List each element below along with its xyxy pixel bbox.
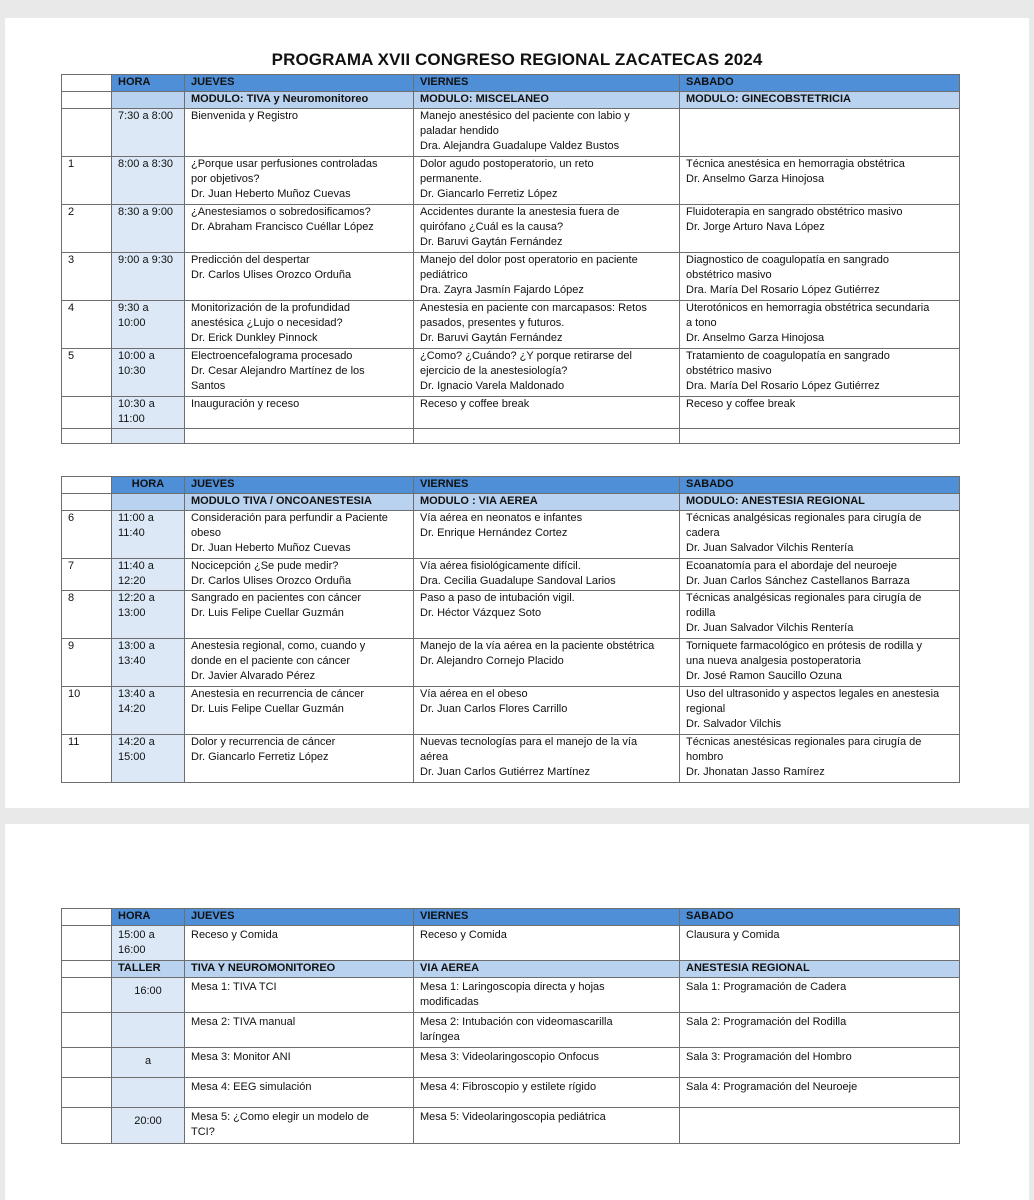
row-sabado: Técnica anestésica en hemorragia obstétrica Dr. Anselmo Garza Hinojosa [680, 157, 960, 205]
header-viernes: VIERNES [414, 477, 680, 494]
row-jueves: Mesa 5: ¿Como elegir un modelo de TCI? [185, 1108, 414, 1144]
row-number [62, 1013, 112, 1048]
row-hora: 20:00 [112, 1108, 185, 1144]
module-row [62, 92, 960, 109]
row-hora: 9:00 a 9:30 [112, 253, 185, 301]
schedule-row [62, 735, 960, 783]
row-jueves: Mesa 1: TIVA TCI [185, 978, 414, 1013]
row-viernes: Mesa 2: Intubación con videomascarilla laríngea [414, 1013, 680, 1048]
row-viernes: Vía aérea en neonatos e infantes Dr. Enrique Hernández Cortez [414, 511, 680, 559]
row-jueves: Mesa 3: Monitor ANI [185, 1048, 414, 1078]
header-row [62, 75, 960, 92]
schedule-row [62, 349, 960, 397]
row-hora: 14:20 a 15:00 [112, 735, 185, 783]
header-jueves: JUEVES [185, 477, 414, 494]
row-hora: 8:30 a 9:00 [112, 205, 185, 253]
header-jueves: JUEVES [185, 909, 414, 926]
row-number [62, 397, 112, 429]
row-jueves: Bienvenida y Registro [185, 109, 414, 157]
header-hora: HORA [112, 477, 185, 494]
row-viernes: Manejo del dolor post operatorio en paciente pediátrico Dra. Zayra Jasmín Fajardo López [414, 253, 680, 301]
row-number: 8 [62, 591, 112, 639]
row-sabado: Técnicas anestésicas regionales para cirugía de hombro Dr. Jhonatan Jasso Ramírez [680, 735, 960, 783]
row-number: 10 [62, 687, 112, 735]
row-jueves: Monitorización de la profundidad anestésica ¿Lujo o necesidad? Dr. Erick Dunkley Pinnock [185, 301, 414, 349]
header-viernes: VIERNES [414, 909, 680, 926]
row-hora: 12:20 a 13:00 [112, 591, 185, 639]
row-sabado: Clausura y Comida [680, 926, 960, 961]
row-sabado: Torniquete farmacológico en prótesis de rodilla y una nueva analgesia postoperatoria Dr. José Ramon Saucillo Ozuna [680, 639, 960, 687]
row-viernes: Receso y Comida [414, 926, 680, 961]
schedule-row [62, 1013, 960, 1048]
row-number: 1 [62, 157, 112, 205]
row-sabado [680, 1108, 960, 1144]
row-hora [112, 1013, 185, 1048]
row-jueves: Mesa 4: EEG simulación [185, 1078, 414, 1108]
row-hora: a [112, 1048, 185, 1078]
row-sabado: Ecoanatomía para el abordaje del neuroeje Dr. Juan Carlos Sánchez Castellanos Barraza [680, 559, 960, 591]
row-number: 4 [62, 301, 112, 349]
blank-row [62, 429, 960, 444]
header-hora: HORA [112, 909, 185, 926]
schedule-row [62, 397, 960, 429]
row-viernes: Manejo de la vía aérea en la paciente obstétrica Dr. Alejandro Cornejo Placido [414, 639, 680, 687]
taller-row [62, 961, 960, 978]
row-viernes: Mesa 1: Laringoscopia directa y hojas modificadas [414, 978, 680, 1013]
schedule-row [62, 1048, 960, 1078]
row-sabado: Diagnostico de coagulopatía en sangrado obstétrico masivo Dra. María Del Rosario López Gutiérrez [680, 253, 960, 301]
schedule-row [62, 253, 960, 301]
row-hora: 13:40 a 14:20 [112, 687, 185, 735]
row-number: 9 [62, 639, 112, 687]
header-sabado: SABADO [680, 909, 960, 926]
row-jueves: Predicción del despertar Dr. Carlos Ulises Orozco Orduña [185, 253, 414, 301]
row-sabado: Sala 3: Programación del Hombro [680, 1048, 960, 1078]
header-row [62, 477, 960, 494]
row-viernes: Vía aérea fisiológicamente difícil. Dra. Cecilia Guadalupe Sandoval Larios [414, 559, 680, 591]
row-viernes: Nuevas tecnologías para el manejo de la vía aérea Dr. Juan Carlos Gutiérrez Martínez [414, 735, 680, 783]
schedule-row [62, 205, 960, 253]
row-sabado: Fluidoterapia en sangrado obstétrico masivo Dr. Jorge Arturo Nava López [680, 205, 960, 253]
taller-sabado: ANESTESIA REGIONAL [680, 961, 960, 978]
row-viernes: Mesa 4: Fibroscopio y estilete rígido [414, 1078, 680, 1108]
schedule-row [62, 978, 960, 1013]
header-viernes: VIERNES [414, 75, 680, 92]
row-viernes: Anestesia en paciente con marcapasos: Retos pasados, presentes y futuros. Dr. Baruvi Gaytán Fernández [414, 301, 680, 349]
page-1 [5, 18, 1029, 808]
schedule-table-morning [61, 74, 960, 444]
row-number [62, 1048, 112, 1078]
module-row [62, 494, 960, 511]
module-viernes: MODULO : VIA AEREA [414, 494, 680, 511]
row-jueves: Consideración para perfundir a Paciente obeso Dr. Juan Heberto Muñoz Cuevas [185, 511, 414, 559]
row-hora: 7:30 a 8:00 [112, 109, 185, 157]
schedule-row [62, 1078, 960, 1108]
schedule-table-afternoon [61, 908, 960, 1144]
row-viernes: Mesa 3: Videolaringoscopio Onfocus [414, 1048, 680, 1078]
row-sabado: Receso y coffee break [680, 397, 960, 429]
schedule-table-midday [61, 476, 960, 783]
row-sabado: Uso del ultrasonido y aspectos legales en anestesia regional Dr. Salvador Vilchis [680, 687, 960, 735]
schedule-row [62, 157, 960, 205]
module-jueves: MODULO: TIVA y Neuromonitoreo [185, 92, 414, 109]
row-jueves: Mesa 2: TIVA manual [185, 1013, 414, 1048]
row-jueves: Anestesia regional, como, cuando y donde en el paciente con cáncer Dr. Javier Alvarado Pérez [185, 639, 414, 687]
module-sabado: MODULO: GINECOBSTETRICIA [680, 92, 960, 109]
row-hora: 11:00 a 11:40 [112, 511, 185, 559]
row-viernes: Mesa 5: Videolaringoscopia pediátrica [414, 1108, 680, 1144]
row-jueves: Anestesia en recurrencia de cáncer Dr. Luis Felipe Cuellar Guzmán [185, 687, 414, 735]
taller-jueves: TIVA Y NEUROMONITOREO [185, 961, 414, 978]
schedule-row [62, 591, 960, 639]
header-hora: HORA [112, 75, 185, 92]
row-jueves: ¿Anestesiamos o sobredosificamos? Dr. Abraham Francisco Cuéllar López [185, 205, 414, 253]
row-number: 6 [62, 511, 112, 559]
row-jueves: Sangrado en pacientes con cáncer Dr. Luis Felipe Cuellar Guzmán [185, 591, 414, 639]
page-title: PROGRAMA XVII CONGRESO REGIONAL ZACATECAS 2024 [271, 50, 763, 69]
header-sabado: SABADO [680, 477, 960, 494]
row-number: 7 [62, 559, 112, 591]
header-row [62, 909, 960, 926]
row-sabado: Sala 2: Programación del Rodilla [680, 1013, 960, 1048]
row-viernes: Paso a paso de intubación vigil. Dr. Héctor Vázquez Soto [414, 591, 680, 639]
taller-viernes: VIA AEREA [414, 961, 680, 978]
row-number: 3 [62, 253, 112, 301]
schedule-row [62, 109, 960, 157]
row-hora: 11:40 a 12:20 [112, 559, 185, 591]
row-jueves: Inauguración y receso [185, 397, 414, 429]
row-sabado: Técnicas analgésicas regionales para cirugía de cadera Dr. Juan Salvador Vilchis Rentería [680, 511, 960, 559]
row-hora: 10:30 a 11:00 [112, 397, 185, 429]
row-hora [112, 1078, 185, 1108]
row-sabado [680, 109, 960, 157]
row-hora: 8:00 a 8:30 [112, 157, 185, 205]
schedule-row [62, 687, 960, 735]
page-2 [5, 824, 1029, 1200]
header-sabado: SABADO [680, 75, 960, 92]
row-number [62, 978, 112, 1013]
row-number: 11 [62, 735, 112, 783]
schedule-row [62, 639, 960, 687]
row-number: 5 [62, 349, 112, 397]
row-sabado: Sala 4: Programación del Neuroeje [680, 1078, 960, 1108]
row-hora: 9:30 a 10:00 [112, 301, 185, 349]
row-jueves: ¿Porque usar perfusiones controladas por objetivos? Dr. Juan Heberto Muñoz Cuevas [185, 157, 414, 205]
row-number: 2 [62, 205, 112, 253]
header-jueves: JUEVES [185, 75, 414, 92]
row-viernes: ¿Como? ¿Cuándo? ¿Y porque retirarse del ejercicio de la anestesiología? Dr. Ignacio Varela Maldonado [414, 349, 680, 397]
row-jueves: Electroencefalograma procesado Dr. Cesar Alejandro Martínez de los Santos [185, 349, 414, 397]
schedule-row [62, 1108, 960, 1144]
schedule-row [62, 559, 960, 591]
row-jueves: Dolor y recurrencia de cáncer Dr. Giancarlo Ferretiz López [185, 735, 414, 783]
row-viernes: Accidentes durante la anestesia fuera de quirófano ¿Cuál es la causa? Dr. Baruvi Gaytán Fernández [414, 205, 680, 253]
schedule-row [62, 926, 960, 961]
module-viernes: MODULO: MISCELANEO [414, 92, 680, 109]
row-sabado: Técnicas analgésicas regionales para cirugía de rodilla Dr. Juan Salvador Vilchis Rentería [680, 591, 960, 639]
row-jueves: Nocicepción ¿Se pude medir? Dr. Carlos Ulises Orozco Orduña [185, 559, 414, 591]
row-viernes: Vía aérea en el obeso Dr. Juan Carlos Flores Carrillo [414, 687, 680, 735]
module-jueves: MODULO TIVA / ONCOANESTESIA [185, 494, 414, 511]
row-viernes: Receso y coffee break [414, 397, 680, 429]
row-jueves: Receso y Comida [185, 926, 414, 961]
row-hora: 10:00 a 10:30 [112, 349, 185, 397]
row-sabado: Sala 1: Programación de Cadera [680, 978, 960, 1013]
module-sabado: MODULO: ANESTESIA REGIONAL [680, 494, 960, 511]
row-number [62, 109, 112, 157]
row-hora: 15:00 a 16:00 [112, 926, 185, 961]
taller-label: TALLER [112, 961, 185, 978]
schedule-row [62, 511, 960, 559]
row-hora: 13:00 a 13:40 [112, 639, 185, 687]
row-hora: 16:00 [112, 978, 185, 1013]
row-viernes: Manejo anestésico del paciente con labio y paladar hendido Dra. Alejandra Guadalupe Valdez Bustos [414, 109, 680, 157]
row-number [62, 1108, 112, 1144]
row-sabado: Uterotónicos en hemorragia obstétrica secundaria a tono Dr. Anselmo Garza Hinojosa [680, 301, 960, 349]
row-viernes: Dolor agudo postoperatorio, un reto permanente. Dr. Giancarlo Ferretiz López [414, 157, 680, 205]
schedule-row [62, 301, 960, 349]
row-number [62, 1078, 112, 1108]
row-sabado: Tratamiento de coagulopatía en sangrado obstétrico masivo Dra. María Del Rosario López Gutiérrez [680, 349, 960, 397]
